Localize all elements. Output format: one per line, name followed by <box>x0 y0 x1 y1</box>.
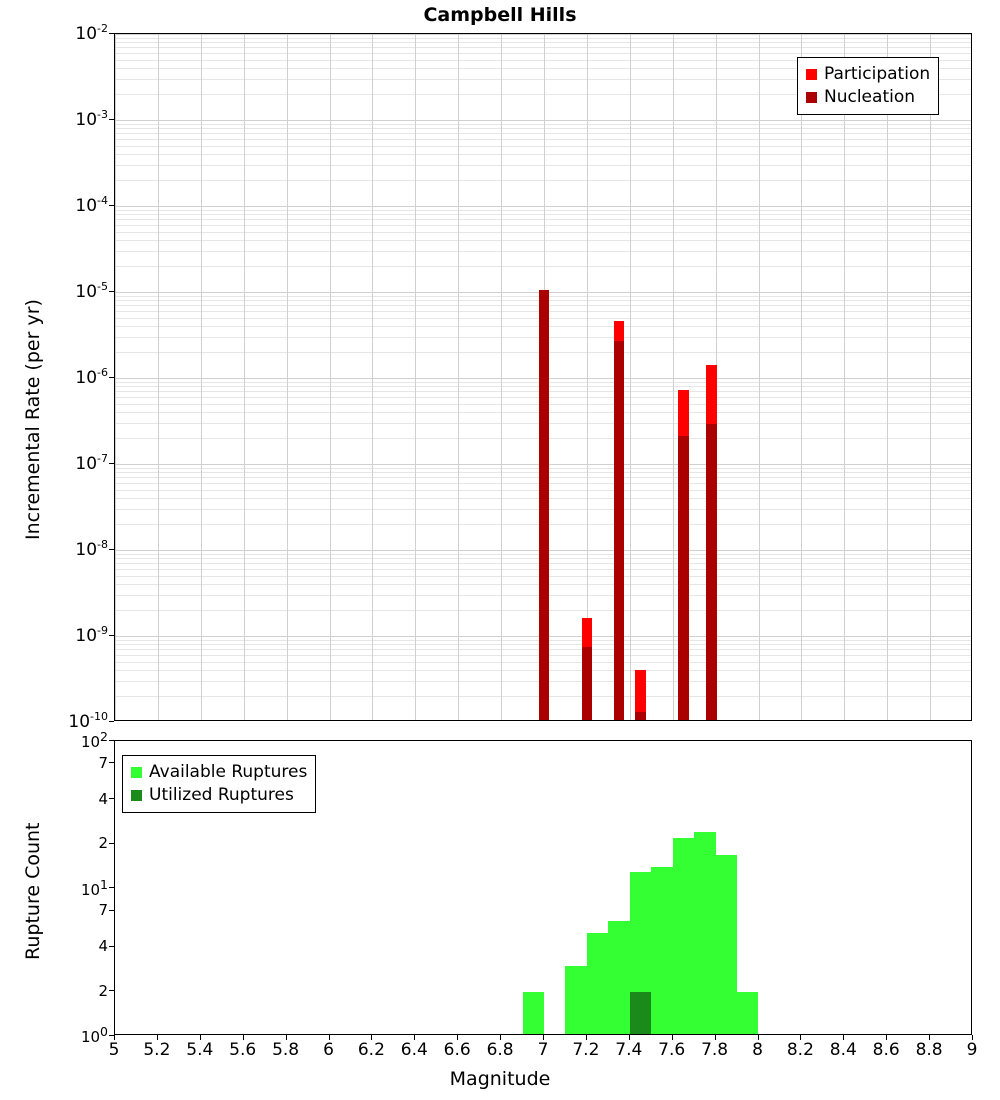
x-axis-tickmark <box>286 1035 287 1040</box>
x-axis-tickmark <box>243 1035 244 1040</box>
legend-item <box>131 761 307 784</box>
bar <box>694 832 715 1035</box>
x-axis-tick: 8.6 <box>872 1040 900 1060</box>
bar <box>635 712 646 721</box>
y-axis-tick: $10^{-9}$ <box>75 624 108 646</box>
y-axis-tick: 2 <box>98 834 108 853</box>
gridline <box>501 34 502 720</box>
y-axis-tick: $10^{-8}$ <box>75 538 108 560</box>
x-axis-tick: 8 <box>752 1040 763 1060</box>
y-axis-tick: $10^1$ <box>80 876 108 899</box>
gridline <box>930 34 931 720</box>
x-axis-tick: 6.6 <box>443 1040 471 1060</box>
bar <box>737 992 758 1035</box>
y-axis-tick: $10^{-6}$ <box>75 366 108 388</box>
gridline <box>673 34 674 720</box>
x-axis-tickmark <box>371 1035 372 1040</box>
gridline <box>201 34 202 720</box>
x-axis-tick: 8.2 <box>786 1040 814 1060</box>
y-axis-tick: $10^{-3}$ <box>75 108 108 130</box>
bar <box>630 992 651 1035</box>
gridline <box>587 34 588 720</box>
x-axis-tick: 5.2 <box>143 1040 171 1060</box>
x-axis-tick: 5.4 <box>186 1040 214 1060</box>
x-axis-tickmark <box>843 1035 844 1040</box>
x-axis-tickmark <box>758 1035 759 1040</box>
x-axis-tick: 6.4 <box>400 1040 428 1060</box>
x-axis-tick: 5.8 <box>272 1040 300 1060</box>
x-axis-tickmark <box>200 1035 201 1040</box>
x-axis-tick: 9 <box>966 1040 978 1060</box>
y-axis-tick: $10^2$ <box>80 729 108 751</box>
bar <box>673 838 694 1035</box>
chart-title: Campbell Hills <box>423 4 577 26</box>
x-axis-tick: 7.4 <box>615 1040 643 1060</box>
x-axis-tick: 6.2 <box>357 1040 385 1060</box>
x-axis-tickmark <box>629 1035 630 1040</box>
gridline <box>415 34 416 720</box>
x-axis-tickmark <box>715 1035 716 1040</box>
x-axis-tick: 5 <box>108 1040 120 1060</box>
legend-label: Nucleation <box>824 86 916 107</box>
gridline <box>630 34 631 720</box>
gridline <box>844 34 845 720</box>
x-axis-tick: 6.8 <box>486 1040 514 1060</box>
incremental-rate-plot <box>114 33 972 721</box>
legend-top <box>797 57 939 115</box>
x-axis-tickmark <box>886 1035 887 1040</box>
legend-item <box>806 86 930 109</box>
bar <box>582 647 593 721</box>
x-axis-tickmark <box>114 1035 115 1040</box>
x-axis-tick: 7.6 <box>658 1040 686 1060</box>
y-axis-tick: $10^{-7}$ <box>75 452 108 474</box>
gridline <box>330 34 331 720</box>
bar <box>706 424 717 721</box>
legend-label: Utilized Ruptures <box>149 784 294 805</box>
x-axis-tickmark <box>972 1035 973 1040</box>
gridline <box>458 34 459 720</box>
y-axis-tick: 7 <box>98 901 108 920</box>
legend-label: Available Ruptures <box>149 762 308 782</box>
legend-swatch-icon <box>806 69 817 80</box>
x-axis-tick: 7 <box>537 1040 549 1060</box>
bar <box>608 921 629 1035</box>
legend-bottom <box>122 755 316 813</box>
legend-item <box>806 63 930 86</box>
x-axis-tickmark <box>457 1035 458 1040</box>
x-axis-tickmark <box>586 1035 587 1040</box>
x-axis-tickmark <box>500 1035 501 1040</box>
bar <box>539 290 550 721</box>
bar <box>614 341 625 721</box>
x-axis-tickmark <box>157 1035 158 1040</box>
bar <box>523 992 544 1035</box>
x-axis-tickmark <box>800 1035 801 1040</box>
gridline <box>759 34 760 720</box>
gridline <box>887 34 888 720</box>
legend-swatch-icon <box>131 767 142 778</box>
gridline <box>115 34 116 720</box>
x-axis-tickmark <box>929 1035 930 1040</box>
x-axis-tickmark <box>329 1035 330 1040</box>
y-axis-label-bottom: Rupture Count <box>22 822 44 960</box>
y-axis-label-top: Incremental Rate (per yr) <box>22 299 44 540</box>
y-axis-tick: $10^{-2}$ <box>75 22 108 44</box>
bar <box>651 867 672 1035</box>
legend-swatch-icon <box>131 790 142 801</box>
x-axis-label: Magnitude <box>449 1068 551 1090</box>
y-axis-tick: $10^{-10}$ <box>68 710 108 732</box>
y-axis-tick: 2 <box>98 981 108 1000</box>
x-axis-tickmark <box>543 1035 544 1040</box>
x-axis-tick: 8.8 <box>915 1040 943 1060</box>
x-axis-tick: 8.4 <box>829 1040 857 1060</box>
bar <box>565 966 586 1035</box>
legend-label: Participation <box>824 64 931 84</box>
x-axis-tick: 7.8 <box>701 1040 729 1060</box>
bar <box>716 855 737 1036</box>
bar <box>587 933 608 1035</box>
bar <box>678 436 689 721</box>
x-axis-tickmark <box>672 1035 673 1040</box>
y-axis-tick: $10^0$ <box>80 1024 108 1046</box>
x-axis-tick: 5.6 <box>229 1040 257 1060</box>
y-axis-tick: 7 <box>98 753 108 772</box>
y-axis-tick: 4 <box>98 789 108 808</box>
gridline <box>801 34 802 720</box>
legend-swatch-icon <box>806 92 817 103</box>
gridline <box>158 34 159 720</box>
gridline <box>287 34 288 720</box>
y-axis-tick: $10^{-4}$ <box>75 194 108 216</box>
x-axis-tick: 6 <box>323 1040 334 1060</box>
x-axis-tick: 7.2 <box>572 1040 600 1060</box>
y-axis-tick: 4 <box>98 937 108 956</box>
gridline <box>244 34 245 720</box>
legend-item <box>131 784 307 807</box>
y-axis-tick: $10^{-5}$ <box>75 280 108 302</box>
x-axis-tickmark <box>414 1035 415 1040</box>
gridline <box>372 34 373 720</box>
